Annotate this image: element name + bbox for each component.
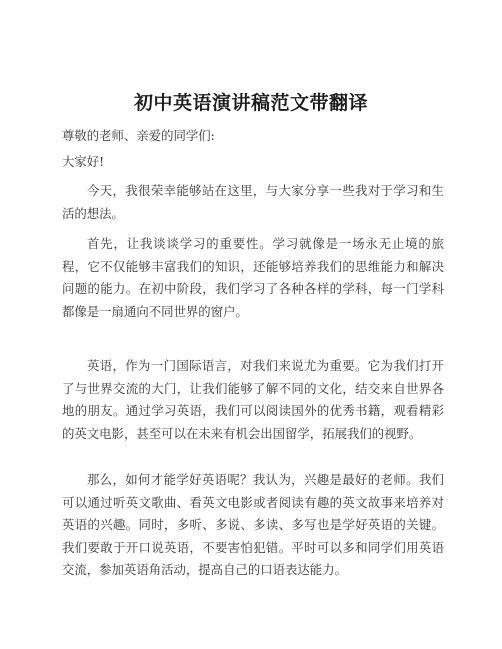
document-title: 初中英语演讲稿范文带翻译 [133,92,368,114]
greeting-salutation: 尊敬的老师、亲爱的同学们: [62,128,215,143]
greeting-hello: 大家好! [62,154,105,169]
paragraph-english-importance: 英语，作为一门国际语言，对我们来说尤为重要。它为我们打开了与世界交流的大门，让我们能够了解不同的文化，结交来自世界各地的朋友。通过学习英语，我们可以阅读国外的优秀书籍，观看精彩的英文电影，甚至可以在未来有机会出国留学，拓展我们的视野。 [62,358,444,441]
paragraph-how-to-learn: 那么，如何才能学好英语呢？我认为，兴趣是最好的老师。我们可以通过听英文歌曲、看英文电影或者阅读有趣的英文故事来培养对英语的兴趣。同时，多听、多说、多读、多写也是学好英语的关键。我们要敢于开口说英语，不要害怕犯错。平时可以多和同学们用英语交流，参加英语角活动，提高自己的口语表达能力。 [62,472,444,577]
paragraph-learning-importance: 首先，让我谈谈学习的重要性。学习就像是一场永无止境的旅程，它不仅能够丰富我们的知识，还能够培养我们的思维能力和解决问题的能力。在初中阶段，我们学习了各种各样的学科，每一门学科都像是一扇通向不同世界的窗户。 [62,236,444,319]
paragraph-intro: 今天，我很荣幸能够站在这里，与大家分享一些我对于学习和生活的想法。 [62,183,444,221]
